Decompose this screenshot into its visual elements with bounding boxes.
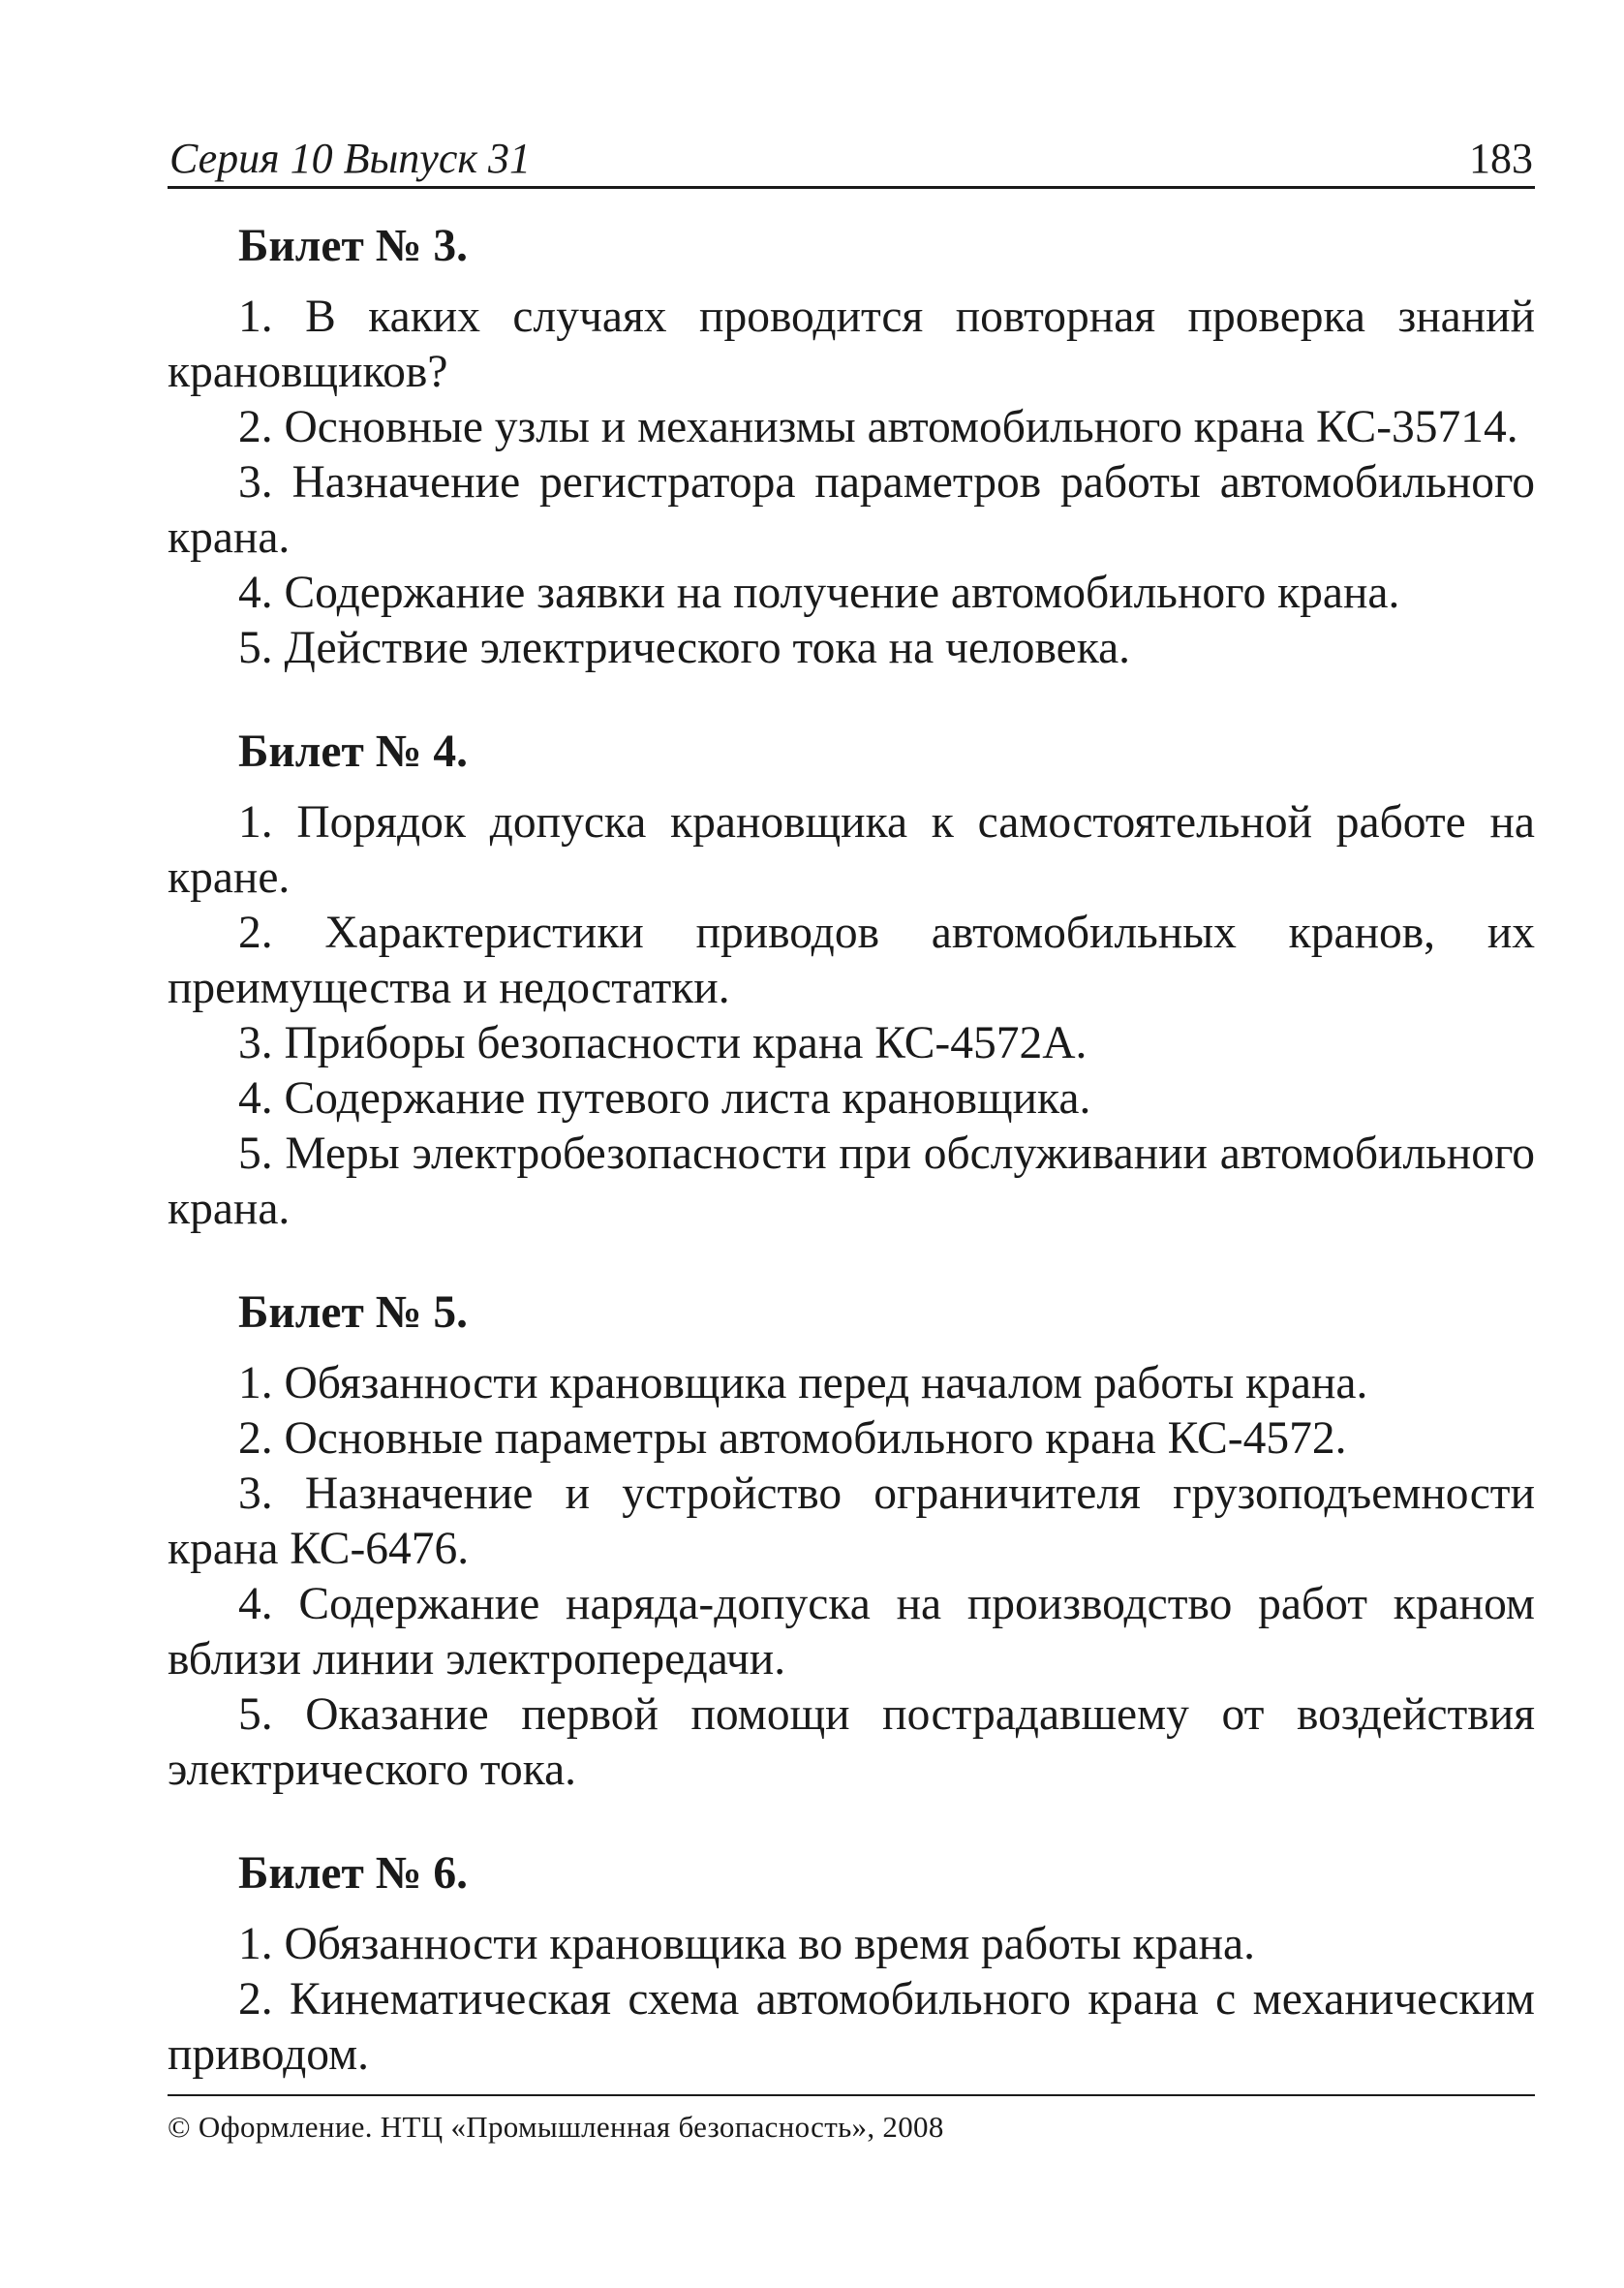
ticket-title: Билет № 5. — [238, 1287, 468, 1338]
question: 3. Приборы безопасности крана КС-4572А. — [238, 1018, 1088, 1068]
document-body — [168, 219, 1535, 2131]
copyright-text: © Оформление. НТЦ «Промышленная безопасность», 2008 — [168, 2110, 944, 2144]
question: 2. Основные узлы и механизмы автомобильного крана КС-35714. — [238, 402, 1518, 452]
page-header — [168, 136, 1535, 189]
ticket-6 — [168, 1846, 1535, 2083]
page-number: 183 — [1469, 135, 1533, 182]
ticket-4 — [168, 725, 1535, 1237]
question: 4. Содержание путевого листа крановщика. — [238, 1073, 1091, 1124]
question: 5. Оказание первой помощи пострадавшему от воздействия электрического тока. — [168, 1689, 1535, 1795]
question: 1. Обязанности крановщика перед началом работы крана. — [238, 1358, 1368, 1408]
ticket-title: Билет № 4. — [238, 727, 468, 777]
question: 1. Обязанности крановщика во время работы крана. — [238, 1919, 1255, 1969]
ticket-5 — [168, 1285, 1535, 1798]
page-footer — [168, 2094, 1535, 2145]
ticket-title: Билет № 6. — [238, 1848, 468, 1899]
question: 5. Меры электробезопасности при обслуживании автомобильного крана. — [168, 1129, 1535, 1234]
question: 1. Порядок допуска крановщика к самостоятельной работе на кране. — [168, 797, 1535, 903]
question: 5. Действие электрического тока на человека. — [238, 623, 1131, 673]
question: 4. Содержание наряда-допуска на производство работ краном вблизи линии электропередачи. — [168, 1579, 1535, 1685]
question: 3. Назначение регистратора параметров работы автомобильного крана. — [168, 457, 1535, 563]
question: 1. В каких случаях проводится повторная проверка знаний крановщиков? — [168, 292, 1535, 397]
series-label: Серия 10 Выпуск 31 — [169, 135, 531, 182]
question: 2. Характеристики приводов автомобильных кранов, их преимущества и недостатки. — [168, 908, 1535, 1013]
question: 2. Кинематическая схема автомобильного крана с механическим приводом. — [168, 1974, 1535, 2080]
ticket-title: Билет № 3. — [238, 221, 468, 271]
question: 3. Назначение и устройство ограничителя грузоподъемности крана КС-6476. — [168, 1469, 1535, 1574]
ticket-3 — [168, 219, 1535, 676]
question: 2. Основные параметры автомобильного крана КС-4572. — [238, 1413, 1347, 1464]
question: 4. Содержание заявки на получение автомобильного крана. — [238, 568, 1400, 618]
